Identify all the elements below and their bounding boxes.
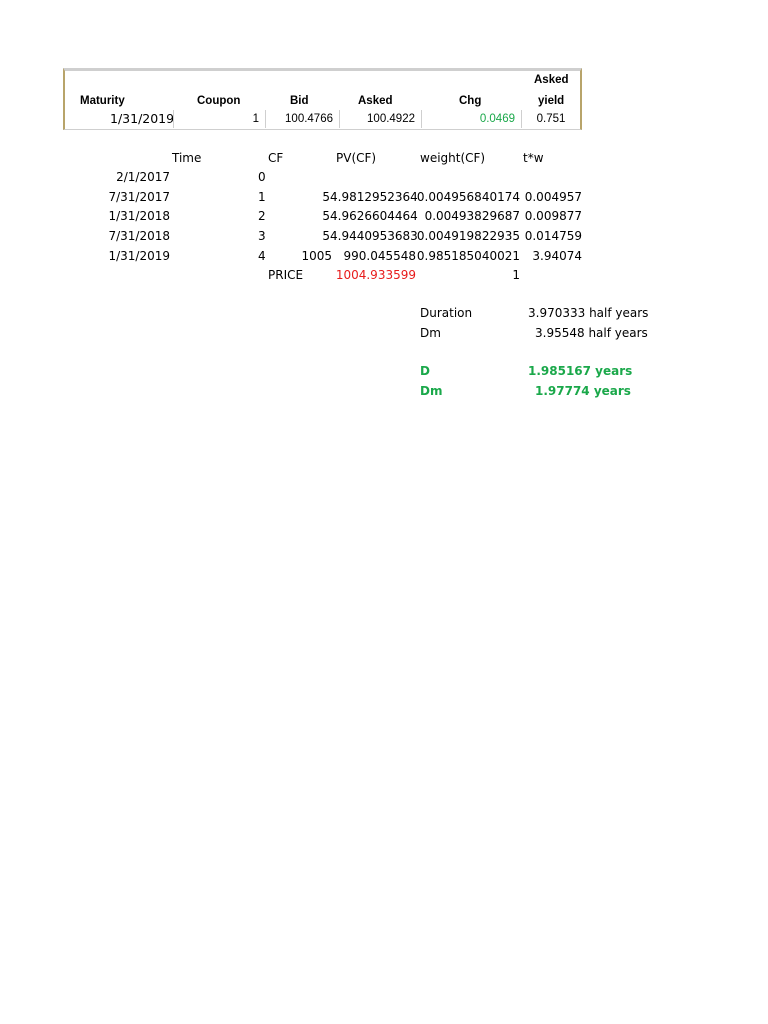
- quote-coupon: 1: [173, 110, 265, 128]
- cf-row-pv: 990.045548: [343, 249, 416, 263]
- price-label: PRICE: [268, 268, 304, 282]
- cf-row-date: 1/31/2018: [108, 209, 170, 223]
- cf-row-date: 7/31/2018: [108, 229, 170, 243]
- duration-label: Duration: [420, 306, 473, 320]
- cf-row-cf: 1005: [301, 249, 332, 263]
- d-years-label: D: [420, 364, 430, 378]
- cf-row-t: 2: [258, 209, 266, 223]
- cf-row-pv: 4.9626604464: [330, 209, 418, 223]
- cf-row-cf: 5: [322, 229, 330, 243]
- cf-row-t: 1: [258, 190, 266, 204]
- header-chg: Chg: [459, 95, 482, 107]
- cf-row-tw: 3.94074: [532, 249, 582, 263]
- cf-header-weight: weight(CF): [420, 151, 486, 165]
- cf-header-pv: PV(CF): [336, 151, 377, 165]
- cf-row-weight: 0.985185040021: [416, 249, 520, 263]
- cf-row-t: 0: [258, 170, 266, 184]
- header-bid: Bid: [290, 95, 309, 107]
- quote-chg: 0.0469: [421, 110, 521, 128]
- dm-years-label: Dm: [420, 384, 443, 398]
- cf-header-cf: CF: [268, 151, 284, 165]
- header-asked: Asked: [358, 95, 393, 107]
- header-asked-yield-line2: yield: [538, 95, 565, 107]
- dm-label: Dm: [420, 326, 441, 340]
- weight-total: 1: [512, 268, 520, 282]
- header-asked-yield-line1: Asked: [534, 74, 569, 86]
- quote-bid: 100.4766: [265, 110, 339, 128]
- header-coupon: Coupon: [197, 95, 241, 107]
- quote-maturity: 1/31/2019: [110, 111, 175, 126]
- d-years-value: 1.985167 years: [528, 364, 633, 378]
- quote-asked-yield: 0.751: [521, 110, 580, 128]
- duration-value: 3.970333 half years: [528, 306, 649, 320]
- cf-row-cf: 5: [322, 209, 330, 223]
- cf-row-date: 7/31/2017: [108, 190, 170, 204]
- cf-row-pv: 4.9812952364: [330, 190, 418, 204]
- cf-row-weight: 0.004919822935: [416, 229, 520, 243]
- dm-years-value: 1.97774 years: [535, 384, 631, 398]
- cf-row-date: 2/1/2017: [116, 170, 170, 184]
- cf-row-tw: 0.009877: [524, 209, 582, 223]
- cf-row-tw: 0.004957: [524, 190, 582, 204]
- cf-row-t: 3: [258, 229, 266, 243]
- cf-row-weight: 0.00493829687: [424, 209, 520, 223]
- cf-row-tw: 0.014759: [524, 229, 582, 243]
- cf-header-time: Time: [172, 151, 202, 165]
- header-maturity: Maturity: [80, 95, 125, 107]
- cf-row-t: 4: [258, 249, 266, 263]
- cf-row-pv: 4.9440953683: [330, 229, 418, 243]
- quote-asked: 100.4922: [339, 110, 421, 128]
- price-value: 1004.933599: [335, 268, 416, 282]
- dm-value: 3.95548 half years: [535, 326, 648, 340]
- cf-row-weight: 0.004956840174: [416, 190, 520, 204]
- cf-row-cf: 5: [322, 190, 330, 204]
- cf-header-tw: t*w: [523, 151, 544, 165]
- cf-row-date: 1/31/2019: [108, 249, 170, 263]
